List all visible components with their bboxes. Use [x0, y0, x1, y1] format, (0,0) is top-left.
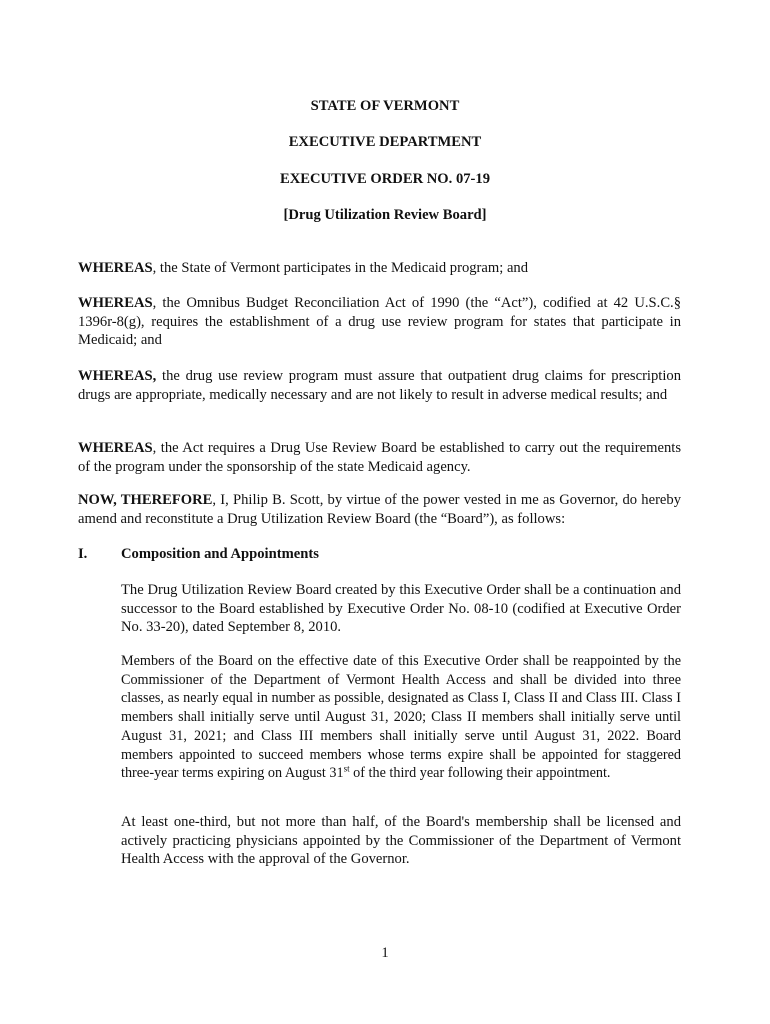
- whereas-lead: WHEREAS: [78, 295, 153, 311]
- now-therefore-text: , I, Philip B. Scott, by virtue of the power vested in me as Governor, do hereby amend and reconstitute a Drug Utilization Review Board (the “Board”), as follows:: [78, 492, 681, 527]
- whereas-lead: WHEREAS: [78, 260, 153, 276]
- whereas-lead: WHEREAS: [78, 440, 153, 456]
- heading-state: STATE OF VERMONT: [310, 98, 460, 114]
- whereas-text: , the State of Vermont participates in the Medicaid program; and: [152, 260, 529, 276]
- whereas-paragraph-1: [78, 259, 681, 278]
- ordinal-suffix: st: [343, 763, 350, 774]
- whereas-text: the drug use review program must assure that outpatient drug claims for prescription drugs are appropriate, medically necessary and are not likely to result in adverse medical results; and: [78, 368, 681, 403]
- whereas-text: , the Omnibus Budget Reconciliation Act of 1990 (the “Act”), codified at 42 U.S.C.§ 1396r-8(g), requires the establishment of a drug use review program for states that participate in Medicaid; and: [78, 295, 681, 348]
- whereas-text: , the Act requires a Drug Use Review Board be established to carry out the requirements of the program under the sponsorship of the state Medicaid agency.: [78, 440, 681, 475]
- section-paragraph-2: [121, 652, 681, 783]
- section-paragraph-1: The Drug Utilization Review Board created by this Executive Order shall be a continuation and successor to the Board established by Executive Order No. 08-10 (codified at Executive Order No. 33-20), dated September 8, 2010.: [121, 582, 681, 635]
- heading-department: EXECUTIVE DEPARTMENT: [288, 134, 482, 150]
- now-therefore-paragraph: [78, 491, 681, 528]
- section-number: I.: [78, 546, 88, 562]
- section-title: Composition and Appointments: [121, 546, 319, 562]
- section-paragraph-3: At least one-third, but not more than half, of the Board's membership shall be licensed and actively practicing physicians appointed by the Commissioner of the Department of Vermont Health Access with the approval of the Governor.: [121, 814, 681, 867]
- whereas-lead: WHEREAS,: [78, 368, 157, 384]
- section-paragraph-2-text: Members of the Board on the effective date of this Executive Order shall be reappointed by the Commissioner of the Department of Vermont Health Access and shall be divided into three classes, as nearly equal in number as possible, designated as Class I, Class II and Class III. Class I members shall initially serve until August 31, 2020; Class II members shall initially serve until August 31, 2021; and Class III members shall initially serve until August 31, 2022. Board members appointed to succeed members whose terms expire shall be appointed for staggered three-year terms expiring on August 31: [121, 653, 681, 782]
- whereas-paragraph-3: [78, 367, 681, 404]
- heading-order-title: [Drug Utilization Review Board]: [283, 207, 487, 223]
- whereas-paragraph-2: [78, 294, 681, 350]
- whereas-paragraph-4: [78, 439, 681, 476]
- page-number: 1: [381, 945, 389, 961]
- heading-order-number: EXECUTIVE ORDER NO. 07-19: [279, 171, 490, 187]
- section-paragraph-2-tail: of the third year following their appointment.: [349, 765, 611, 782]
- now-therefore-lead: NOW, THEREFORE: [78, 492, 213, 508]
